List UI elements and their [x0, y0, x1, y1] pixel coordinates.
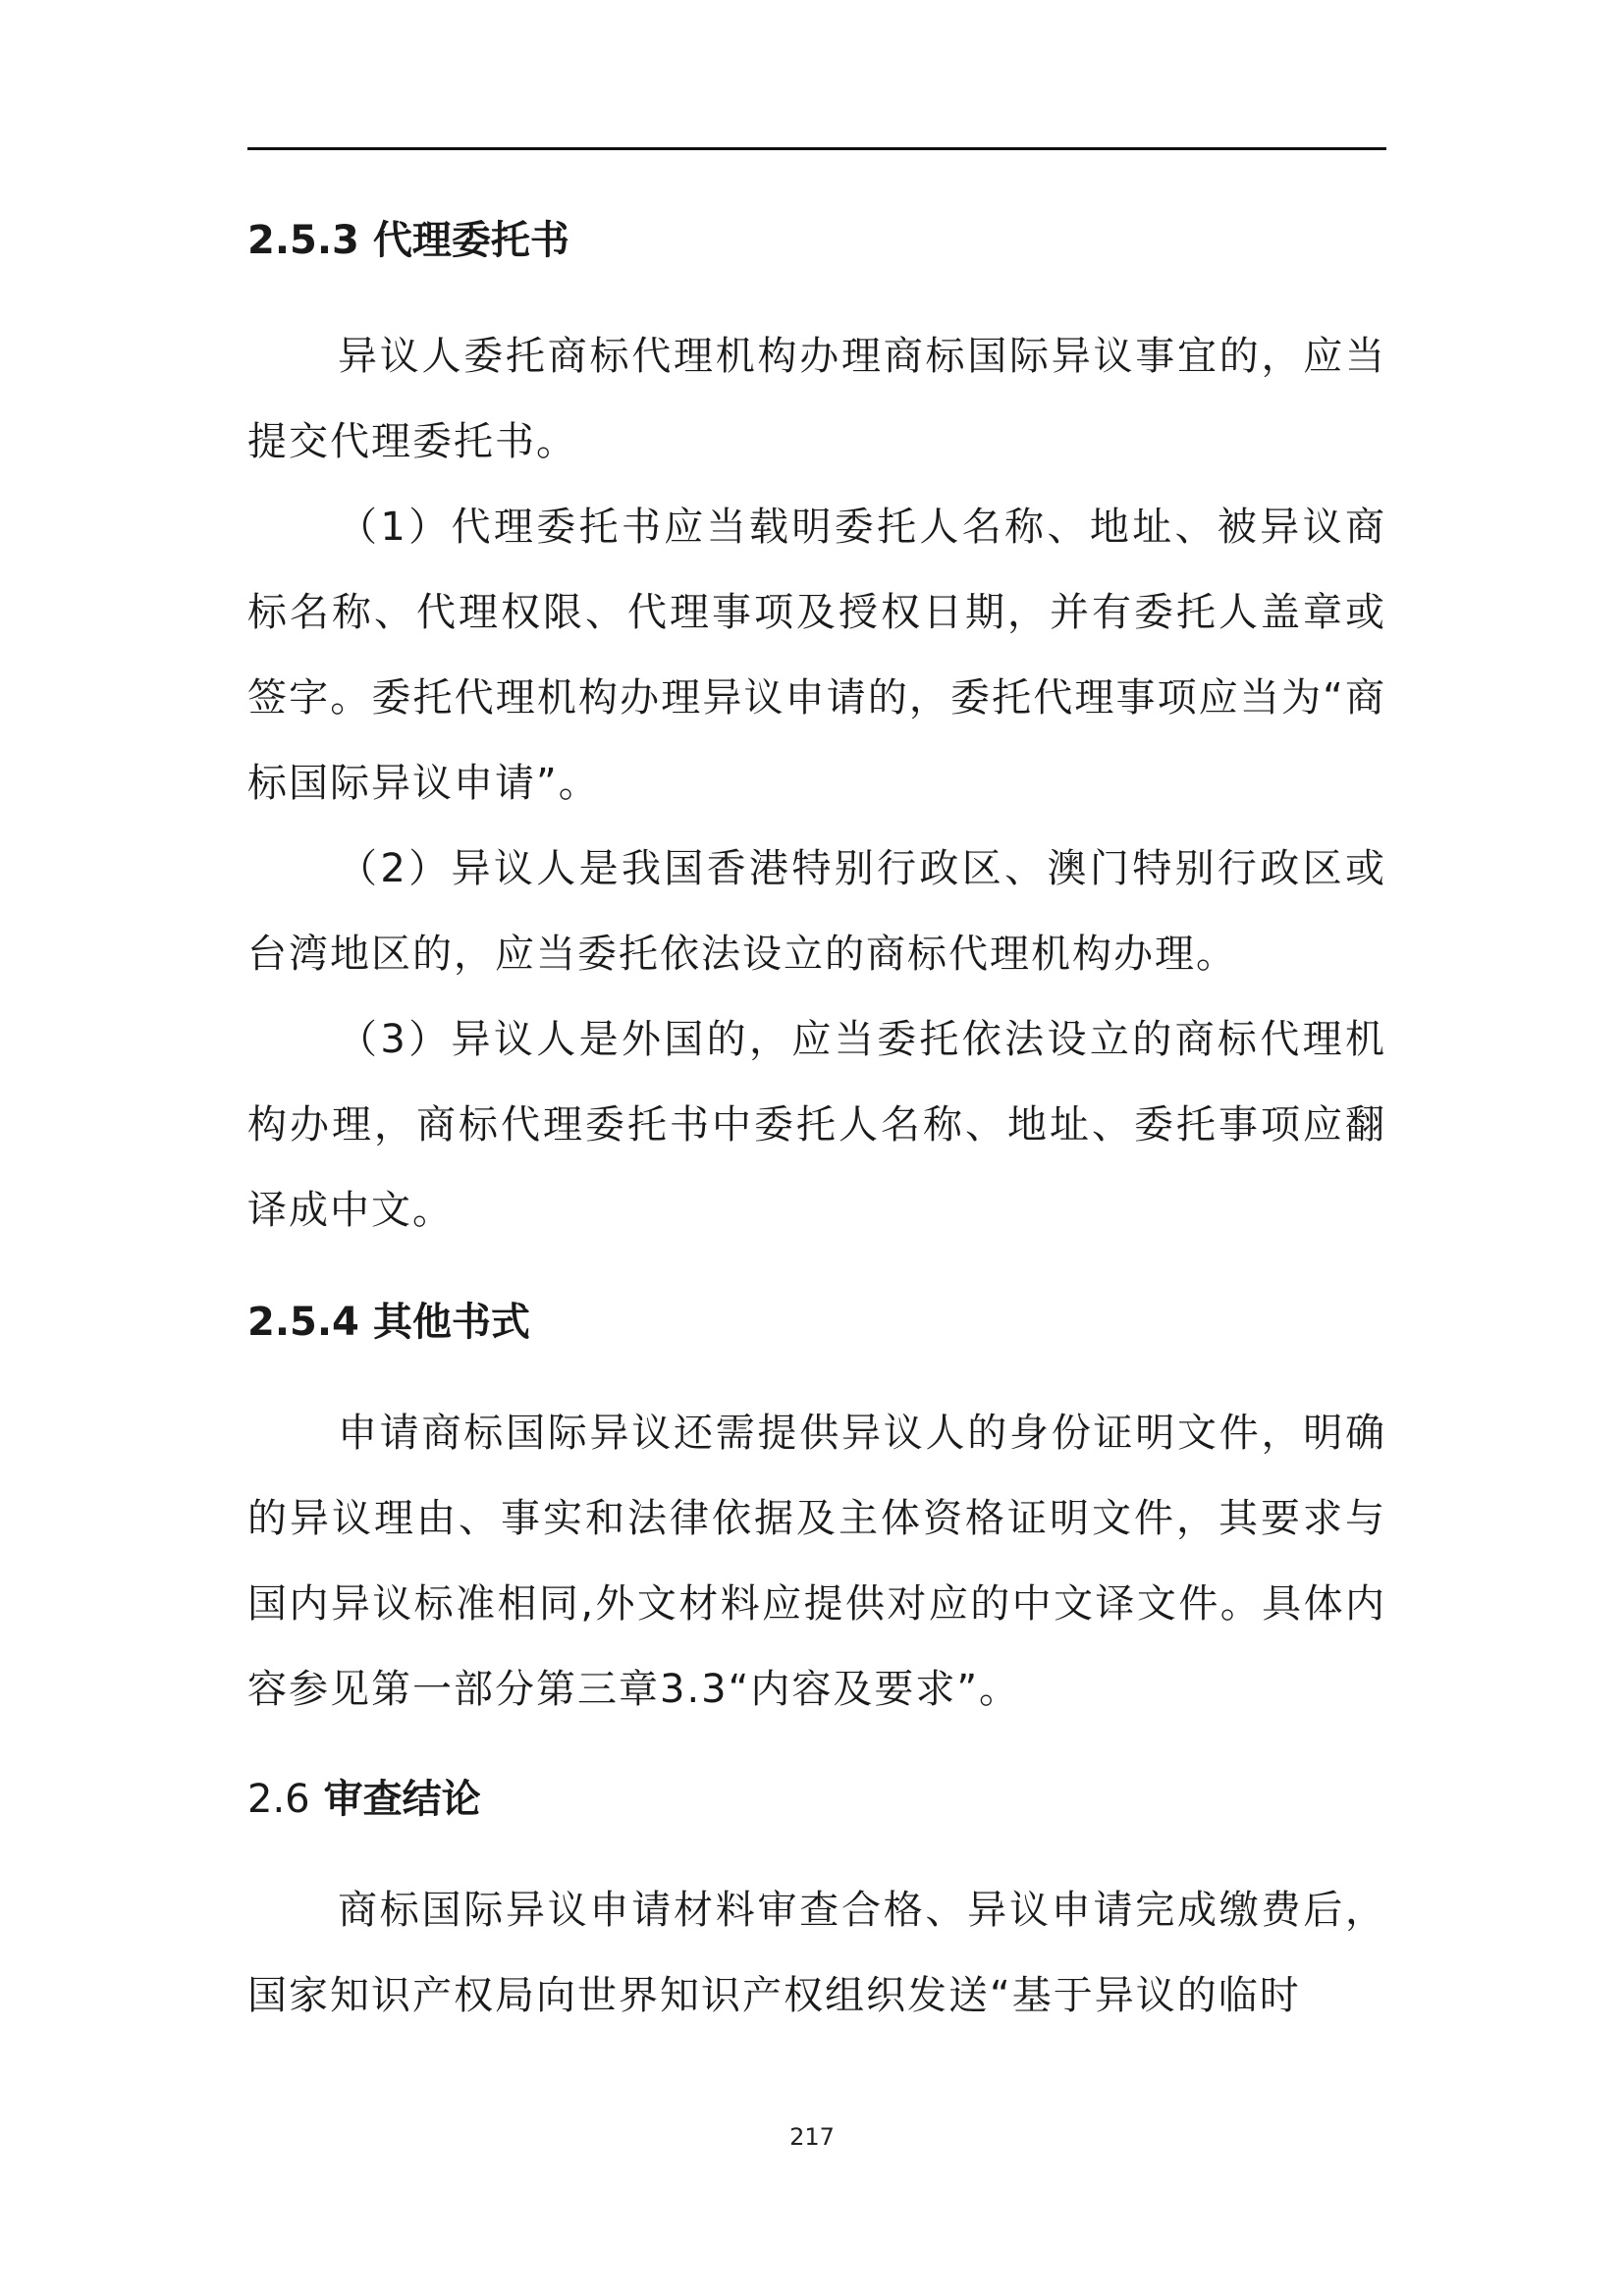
section-number: 2.5.4	[247, 1300, 359, 1345]
section-number: 2.5.3	[247, 218, 359, 263]
paragraph-item-3: （3）异议人是外国的，应当委托依法设立的商标代理机构办理，商标代理委托书中委托人名称、地址、委托事项应翻译成中文。	[247, 1017, 1386, 1233]
paragraph-intro: 异议人委托商标代理机构办理商标国际异议事宜的，应当提交代理委托书。	[247, 334, 1386, 464]
section-title: 审查结论	[323, 1777, 481, 1822]
paragraph-other-documents: 申请商标国际异议还需提供异议人的身份证明文件，明确的异议理由、事实和法律依据及主体资格证明文件，其要求与国内异议标准相同,外文材料应提供对应的中文译文件。具体内容参见第一部分第三章3.3“内容及要求”。	[247, 1411, 1386, 1712]
section-title: 代理委托书	[372, 218, 569, 263]
page-content	[247, 196, 1386, 2039]
section-heading-2-5-4	[247, 1293, 1386, 1352]
paragraph-item-1: （1）代理委托书应当载明委托人名称、地址、被异议商标名称、代理权限、代理事项及授权日期，并有委托人盖章或签字。委托代理机构办理异议申请的，委托代理事项应当为“商标国际异议申请”。	[247, 505, 1386, 806]
paragraph-item-2: （2）异议人是我国香港特别行政区、澳门特别行政区或台湾地区的，应当委托依法设立的商标代理机构办理。	[247, 846, 1386, 977]
section-heading-2-6	[247, 1770, 1386, 1829]
page-number: 217	[789, 2123, 835, 2151]
section-heading-2-5-3	[247, 211, 1386, 270]
section-title: 其他书式	[372, 1300, 530, 1345]
section-number: 2.6	[247, 1777, 310, 1822]
header-rule	[247, 147, 1386, 150]
paragraph-review-conclusion: 商标国际异议申请材料审查合格、异议申请完成缴费后，国家知识产权局向世界知识产权组织发送“基于异议的临时	[247, 1888, 1386, 2018]
